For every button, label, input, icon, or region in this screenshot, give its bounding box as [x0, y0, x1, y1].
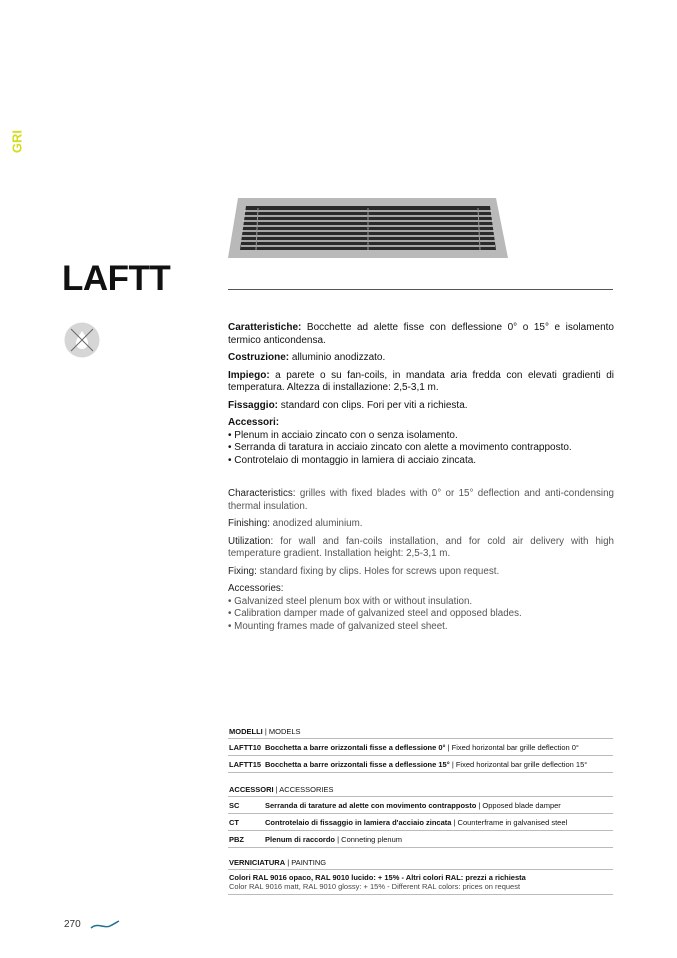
section-tab: GRI — [9, 129, 25, 154]
label: Accessori: — [228, 417, 280, 428]
title-divider — [228, 289, 613, 290]
label: Characteristics: — [228, 488, 296, 499]
text: a parete o su fan-coils, in mandata aria fredda con elevati gradienti di temperatura. Altezza di installazione: 2,5-3,1 m. — [228, 369, 614, 393]
list-item: • Galvanized steel plenum box with or without insulation. — [228, 596, 614, 609]
label: Caratteristiche: — [228, 322, 302, 333]
label: Utilization: — [228, 535, 274, 547]
desc-it: Plenum di raccordo — [265, 835, 336, 844]
text: standard fixing by clips. Holes for screws upon request. — [256, 565, 500, 577]
text: anodized aluminium. — [269, 518, 363, 529]
section-title: MODELLI — [229, 727, 263, 736]
table-row — [228, 831, 613, 848]
list-item: • Controtelaio di montaggio in lamiera di acciaio zincata. — [228, 455, 614, 468]
desc-en: | Fixed horizontal bar grille deflection 15° — [449, 760, 588, 769]
page-title: LAFTT — [62, 259, 171, 298]
wave-logo-icon — [90, 919, 120, 931]
table-row — [228, 797, 613, 814]
description-italian — [228, 322, 614, 467]
section-title-en: | ACCESSORIES — [273, 785, 334, 794]
table-row — [228, 756, 613, 773]
no-condensation-icon — [64, 322, 100, 358]
code: PBZ — [229, 835, 244, 844]
code: LAFTT15 — [229, 760, 262, 769]
code: CT — [229, 818, 239, 827]
desc-en: | Counterframe in galvanised steel — [451, 818, 568, 827]
grille-photo — [228, 198, 508, 258]
text: Bocchette ad alette fisse con deflessione 0° o 15° e isolamento termico anticondensa. — [228, 322, 614, 346]
desc-it: Bocchetta a barre orizzontali fisse a deflessione 15° — [265, 760, 450, 769]
accessories-table — [228, 783, 613, 848]
table-row — [228, 739, 613, 756]
page-number: 270 — [64, 919, 81, 930]
section-title-en: | PAINTING — [285, 858, 327, 867]
desc-en: | Conneting plenum — [335, 835, 403, 844]
label: Costruzione: — [228, 352, 290, 363]
desc-en: | Opposed blade damper — [476, 801, 561, 810]
list-item: • Calibration damper made of galvanized steel and opposed blades. — [228, 608, 614, 621]
painting-table — [228, 856, 613, 895]
painting-it: Colori RAL 9016 opaco, RAL 9010 lucido: + 15% - Altri colori RAL: prezzi a richiesta — [229, 873, 526, 882]
description-english — [228, 488, 614, 633]
text: standard con clips. Fori per viti a richiesta. — [278, 399, 468, 411]
models-table — [228, 725, 613, 773]
section-title-en: | MODELS — [262, 727, 301, 736]
list-item: • Serranda di taratura in acciaio zincato con alette a movimento contrapposto. — [228, 442, 614, 455]
label: Finishing: — [228, 518, 270, 529]
code: LAFTT10 — [229, 743, 262, 752]
label: Impiego: — [228, 369, 270, 381]
text: for wall and fan-coils installation, and for cold air delivery with high temperature gradient. Installation height: 2,5-3,1 m. — [228, 535, 614, 559]
desc-it: Controtelaio di fissaggio in lamiera d'acciaio zincata — [265, 818, 452, 827]
desc-it: Bocchetta a barre orizzontali fisse a deflessione 0° — [265, 743, 446, 752]
desc-it: Serranda di tarature ad alette con movimento contrapposto — [265, 801, 477, 810]
text: grilles with fixed blades with 0° or 15° deflection and anti-condensing thermal insulation. — [228, 488, 614, 512]
code: SC — [229, 801, 240, 810]
label: Accessories: — [228, 583, 284, 594]
list-item: • Plenum in acciaio zincato con o senza isolamento. — [228, 430, 614, 443]
desc-en: | Fixed horizontal bar grille deflection 0° — [445, 743, 579, 752]
section-title: ACCESSORI — [229, 785, 274, 794]
text: alluminio anodizzato. — [289, 352, 386, 363]
label: Fixing: — [228, 565, 257, 577]
section-title: VERNICIATURA — [229, 858, 286, 867]
table-row — [228, 814, 613, 831]
painting-en: Color RAL 9016 matt, RAL 9010 glossy: + 15% - Different RAL colors: prices on request — [229, 882, 521, 891]
list-item: • Mounting frames made of galvanized steel sheet. — [228, 621, 614, 634]
label: Fissaggio: — [228, 399, 279, 411]
